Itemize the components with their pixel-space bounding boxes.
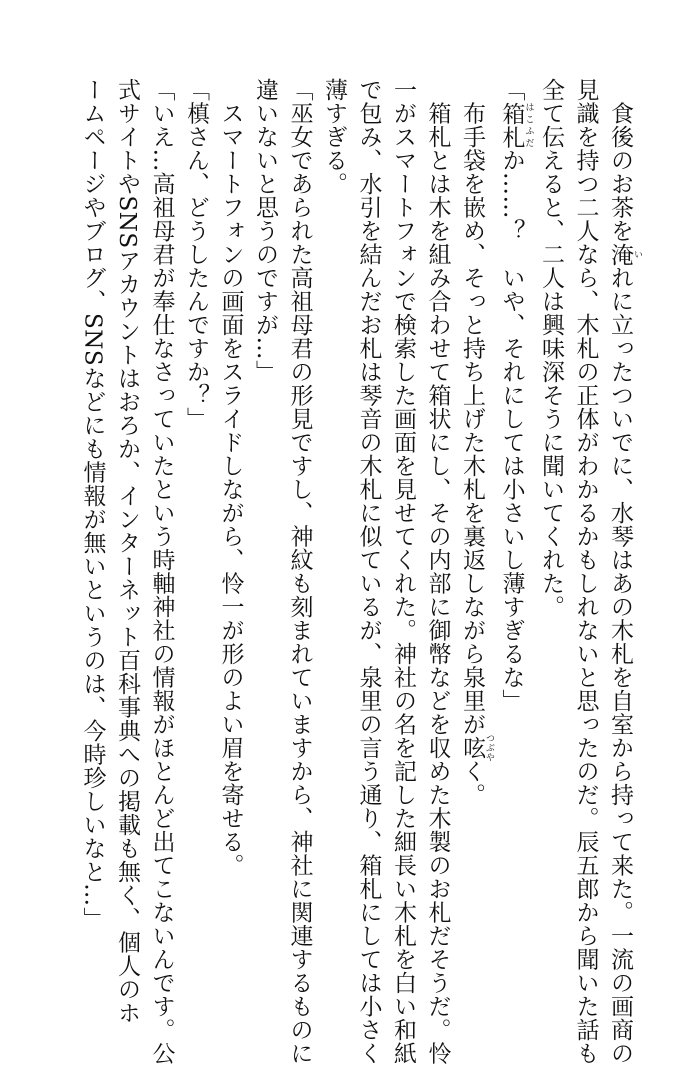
text-line-16: ームページやブログ、SNSなどにも情報が無いというのは、今時珍しいなと…」 [79,78,106,931]
ruby-hakofuda: 箱札 はこふだ [498,101,534,149]
vertical-text-block [75,78,642,1065]
text-line-6: 箱札とは木を組み合わせて箱状にし、その内部に御幣などを収めた木製のお札だそうだ。怜 [424,78,451,1065]
text-line-5: 布手袋を嵌め、そっと持ち上げた木札を裏返しながら泉里が呟 つぶやく。 [459,78,494,807]
text-line-14: 「いえ…高祖母君が奉仕なさっていたという時軸神社の情報がほとんど出てこないんです。公 [148,78,175,1065]
text-line-13: 「槙さん、どうしたんですか？」 [183,78,209,431]
text-line-3: 全て伝えると、二人は興味深そうに聞いてくれた。 [538,78,564,619]
ruby-ire: 淹 い [607,242,642,266]
text-line-12: スマートフォンの画面をスライドしながら、怜一が形のよい眉を寄せる。 [217,78,244,877]
text-line-10: 「巫女であられた高祖母君の形見ですし、神紋も刻まれていますから、神社に関連するものに [286,78,313,1065]
ruby-tsubuyaku: 呟 つぶや [459,733,494,762]
text-line-7: 一がスマートフォンで検索した画面を見せてくれた。神社の名を記した細長い木札を白い和紙 [390,78,416,1065]
text-line-9: 薄すぎる。 [321,78,347,196]
text-line-8: で包み、水引を結んだお札は琴音の木札に似ているが、泉里の言う通り、箱札にしては小さく [355,78,382,1065]
text-line-11: 違いないと思うのですが…」 [252,78,278,384]
text-line-4: 「箱札 はこふだか……？ いや、それにしては小さいし薄すぎるな」 [498,78,534,713]
text-line-2: 見識を持つ二人なら、木札の正体がわかるかもしれないと思ったのだ。辰五郎から聞いた話も [572,78,599,1065]
text-line-15: 式サイトやSNSアカウントはおろか、インターネット百科事典への掲載も無く、個人のホ [114,78,140,1025]
text-line-1: 食後のお茶を淹 いれに立ったついでに、水琴はあの木札を自室から持って来た。一流の画商の [607,78,642,1065]
